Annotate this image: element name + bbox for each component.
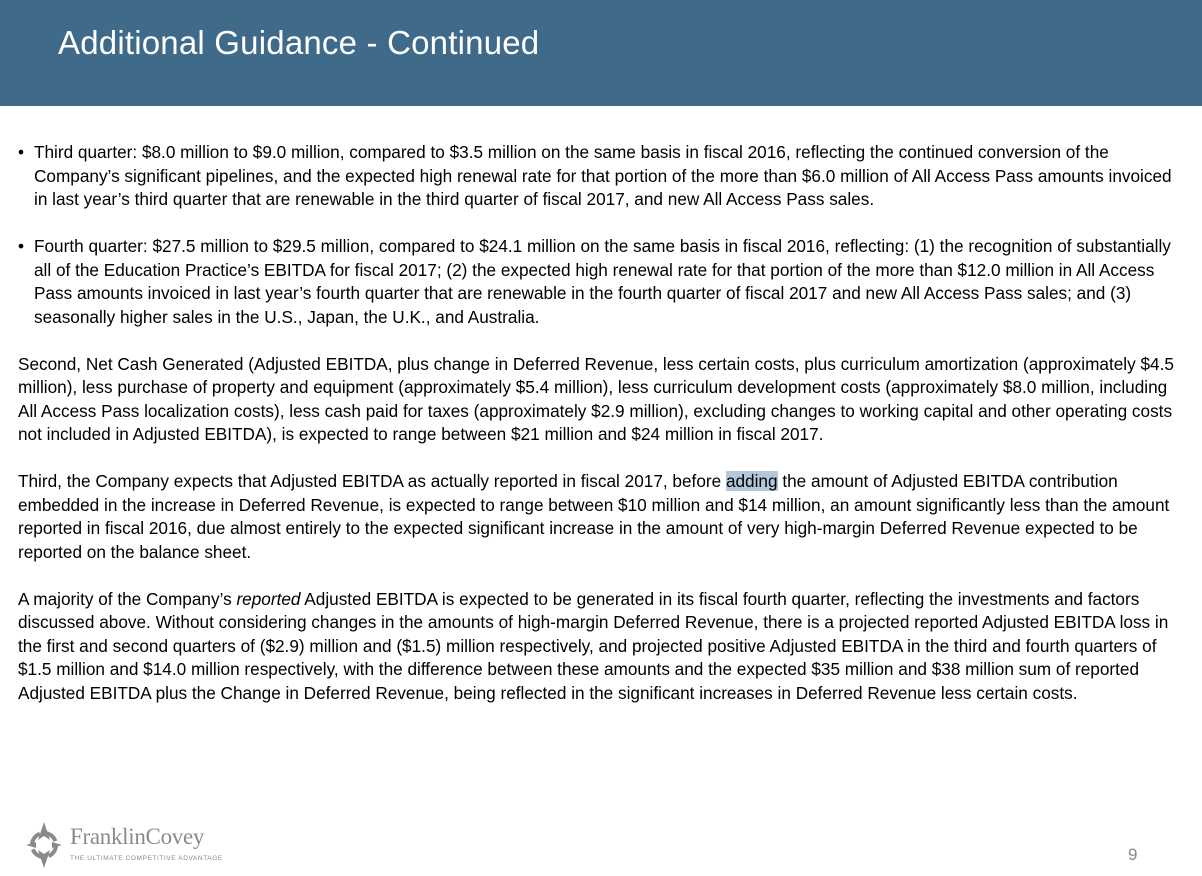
compass-logo-icon (22, 820, 66, 870)
bullet-third-quarter (18, 141, 1184, 212)
logo-name: FranklinCovey (70, 824, 205, 849)
paragraph-text: Adjusted EBITDA is expected to be generated in its fiscal fourth quarter, reflecting the investments and factors discussed above. Without considering changes in the amounts of high-margin Deferred Revenue, there is a projected reported Adjusted EBITDA loss in the first and second quarters of ($2.9) million and ($1.5) million respectively, and projected positive Adjusted EBITDA in the third and fourth quarters of $1.5 million and $14.0 million respectively, with the difference between these amounts and the expected $35 million and $38 million sum of reported Adjusted EBITDA plus the Change in Deferred Revenue, being reflected in the significant increases in Deferred Revenue less certain costs. (18, 588, 1169, 703)
paragraph-reported-ebitda (18, 588, 1184, 706)
bullet-fourth-quarter (18, 235, 1184, 329)
highlighted-word[interactable]: adding (725, 471, 778, 491)
paragraph-text: A majority of the Company’s (18, 588, 237, 609)
page-number: 9 (1128, 845, 1138, 864)
slide-header (0, 0, 1202, 106)
paragraph-adjusted-ebitda (18, 470, 1184, 564)
bullet-icon: • (18, 236, 25, 256)
bullet-text: Fourth quarter: $27.5 million to $29.5 million, compared to $24.1 million on the same basis in fiscal 2016, reflecting: (1) the recognition of substantially all of the Education Practice’s EBITDA for fiscal 2017; (2) the expected high renewal rate for that portion of the more than $12.0 million in All Access Pass amounts invoiced in last year’s fourth quarter that are renewable in the fourth quarter of fiscal 2017 and new All Access Pass sales; and (3) seasonally higher sales in the U.S., Japan, the U.K., and Australia. (34, 236, 1171, 327)
italic-word: reported (236, 588, 301, 609)
paragraph-net-cash: Second, Net Cash Generated (Adjusted EBITDA, plus change in Deferred Revenue, less certain costs, plus curriculum amortization (approximately $4.5 million), less purchase of property and equipment (approximately $5.4 million), less curriculum development costs (approximately $8.0 million, including All Access Pass localization costs), less cash paid for taxes (approximately $2.9 million), excluding changes to working capital and other operating costs not included in Adjusted EBITDA), is expected to range between $21 million and $24 million in fiscal 2017. (18, 353, 1174, 444)
slide-body (18, 141, 1184, 705)
paragraph-text: the amount of Adjusted EBITDA contribution embedded in the increase in Deferred Revenue, is expected to range between $10 million and $14 million, an amount significantly less than the amount reported in fiscal 2016, due almost entirely to the expected significant increase in the amount of very high-margin Deferred Revenue expected to be reported on the balance sheet. (18, 471, 1170, 562)
bullet-icon: • (18, 142, 25, 162)
bullet-text: Third quarter: $8.0 million to $9.0 million, compared to $3.5 million on the same basis in fiscal 2016, reflecting the continued conversion of the Company’s significant pipelines, and the expected high renewal rate for that portion of the more than $6.0 million of All Access Pass amounts invoiced in last year’s third quarter that are renewable in the third quarter of fiscal 2017, and new All Access Pass sales. (34, 142, 1172, 209)
slide-title: Additional Guidance - Continued (58, 24, 540, 61)
paragraph-text: Third, the Company expects that Adjusted EBITDA as actually reported in fiscal 2017, before (18, 471, 726, 491)
franklincovey-logo (22, 820, 232, 870)
logo-tagline: THE ULTIMATE COMPETITIVE ADVANTAGE (70, 855, 223, 862)
